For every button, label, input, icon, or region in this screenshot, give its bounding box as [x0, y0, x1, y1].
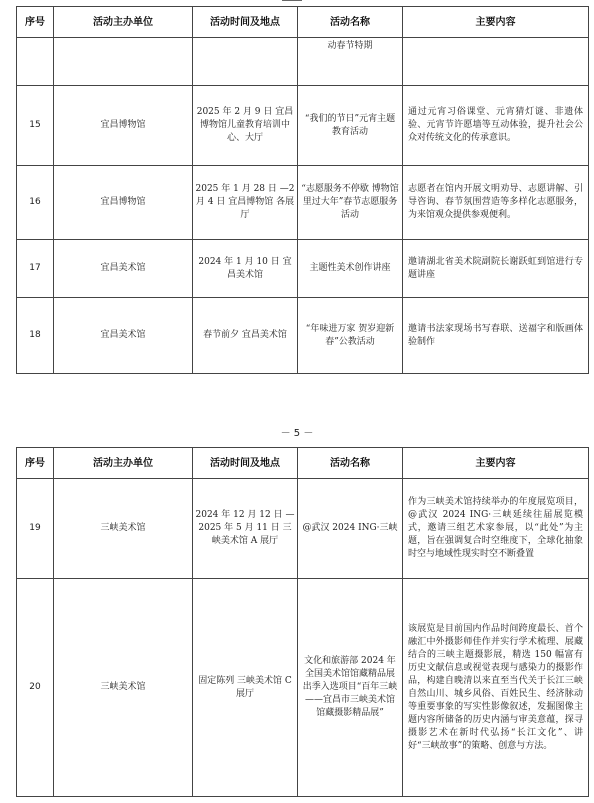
- cell-organizer: 宜昌博物馆: [54, 86, 193, 166]
- table-row: [17, 479, 589, 579]
- cell-activity-name: 文化和旅游部 2024 年全国美术馆馆藏精品展出季入选项目“百年三峡——宜昌市三峡美术馆馆藏摄影精品展”: [298, 579, 403, 797]
- cell-no: [17, 38, 54, 86]
- cell-main-content: 邀请书法家现场书写春联、送福字和版画体验制作: [403, 298, 589, 374]
- table-row: [17, 38, 589, 86]
- cell-time-place: 2024 年 12 月 12 日 —2025 年 5 月 11 日 三峡美术馆 A 展厅: [193, 479, 298, 579]
- table-row: [17, 86, 589, 166]
- page-number: － 5 －: [280, 428, 314, 439]
- header-organizer: 活动主办单位: [54, 7, 193, 38]
- cell-no: 20: [17, 579, 54, 797]
- header-time-place: 活动时间及地点: [193, 7, 298, 38]
- cell-organizer: 三峡美术馆: [54, 479, 193, 579]
- cell-organizer: 三峡美术馆: [54, 579, 193, 797]
- cell-activity-name: “我们的节日”元宵主题教育活动: [298, 86, 403, 166]
- cell-main-content: 志愿者在馆内开展文明劝导、志愿讲解、引导咨询、春节氛围营造等多样化志愿服务，为来馆观众提供参观便利。: [403, 166, 589, 240]
- cell-time-place: 春节前夕 宜昌美术馆: [193, 298, 298, 374]
- cell-main-content: 该展览是目前国内作品时间跨度最长、首个融汇中外摄影师佳作并实行学术梳理、展藏结合的三峡主题摄影展，精选 150 幅富有历史文献信息或视觉表现与感染力的摄影作品，构建自晚清以来直至当代关于长江三峡自然山川、城乡风俗、百姓民生、经济脉动等重要事象的写实性影像叙述，发掘图像主题内容所储备的历史内涵与审美意蕴，探寻摄影艺术在新时代弘扬“长江文化”、讲好“三峡故事”的策略、创意与方法。: [403, 579, 589, 797]
- header-main-content: 主要内容: [403, 7, 589, 38]
- cell-activity-name: “年味进万家 贺岁迎新春”公教活动: [298, 298, 403, 374]
- header-time-place: 活动时间及地点: [193, 448, 298, 479]
- cell-no: 19: [17, 479, 54, 579]
- cell-time-place: [193, 38, 298, 86]
- cell-organizer: 宜昌博物馆: [54, 166, 193, 240]
- cell-main-content: 作为三峡美术馆持续举办的年度展览项目，@武汉 2024 ING·三峡延续往届展览模式，邀请三组艺术家参展，以“此处”为主题，旨在强调复合时空维度下，全球化抽象时空与地域性现实时空不断叠置: [403, 479, 589, 579]
- cell-main-content: [403, 38, 589, 86]
- cell-main-content: 通过元宵习俗课堂、元宵猜灯谜、非遗体验、元宵节许愿墙等互动体验，提升社会公众对传统文化的传承意识。: [403, 86, 589, 166]
- cell-organizer: 宜昌美术馆: [54, 240, 193, 298]
- header-activity-name: 活动名称: [298, 448, 403, 479]
- cell-no: 15: [17, 86, 54, 166]
- activity-table-bottom: [16, 447, 589, 797]
- cell-no: 17: [17, 240, 54, 298]
- table-row: [17, 298, 589, 374]
- header-no: 序号: [17, 7, 54, 38]
- cell-time-place: 固定陈列 三峡美术馆 C 展厅: [193, 579, 298, 797]
- table-row: [17, 579, 589, 797]
- cell-activity-name: 主题性美术创作讲座: [298, 240, 403, 298]
- header-organizer: 活动主办单位: [54, 448, 193, 479]
- cell-main-content: 邀请湖北省美术院副院长谢跃虹到馆进行专题讲座: [403, 240, 589, 298]
- header-main-content: 主要内容: [403, 448, 589, 479]
- activity-table-top: [16, 6, 589, 374]
- cell-time-place: 2024 年 1 月 10 日 宜昌美术馆: [193, 240, 298, 298]
- table-header-row: [17, 7, 589, 38]
- table-row: [17, 166, 589, 240]
- cell-activity-name: 动春节特期: [298, 38, 403, 86]
- table-header-row: [17, 448, 589, 479]
- table-row: [17, 240, 589, 298]
- cell-time-place: 2025 年 2 月 9 日 宜昌博物馆儿童教育培训中心、大厅: [193, 86, 298, 166]
- cell-no: 18: [17, 298, 54, 374]
- header-activity-name: 活动名称: [298, 7, 403, 38]
- cell-time-place: 2025 年 1 月 28 日 —2 月 4 日 宜昌博物馆 各展厅: [193, 166, 298, 240]
- cell-organizer: [54, 38, 193, 86]
- cell-activity-name: “志愿服务不停歇 博物馆里过大年”春节志愿服务活动: [298, 166, 403, 240]
- header-no: 序号: [17, 448, 54, 479]
- cell-organizer: 宜昌美术馆: [54, 298, 193, 374]
- cell-activity-name: @武汉 2024 ING·三峡: [298, 479, 403, 579]
- cell-no: 16: [17, 166, 54, 240]
- top-page-marker: [260, 0, 320, 4]
